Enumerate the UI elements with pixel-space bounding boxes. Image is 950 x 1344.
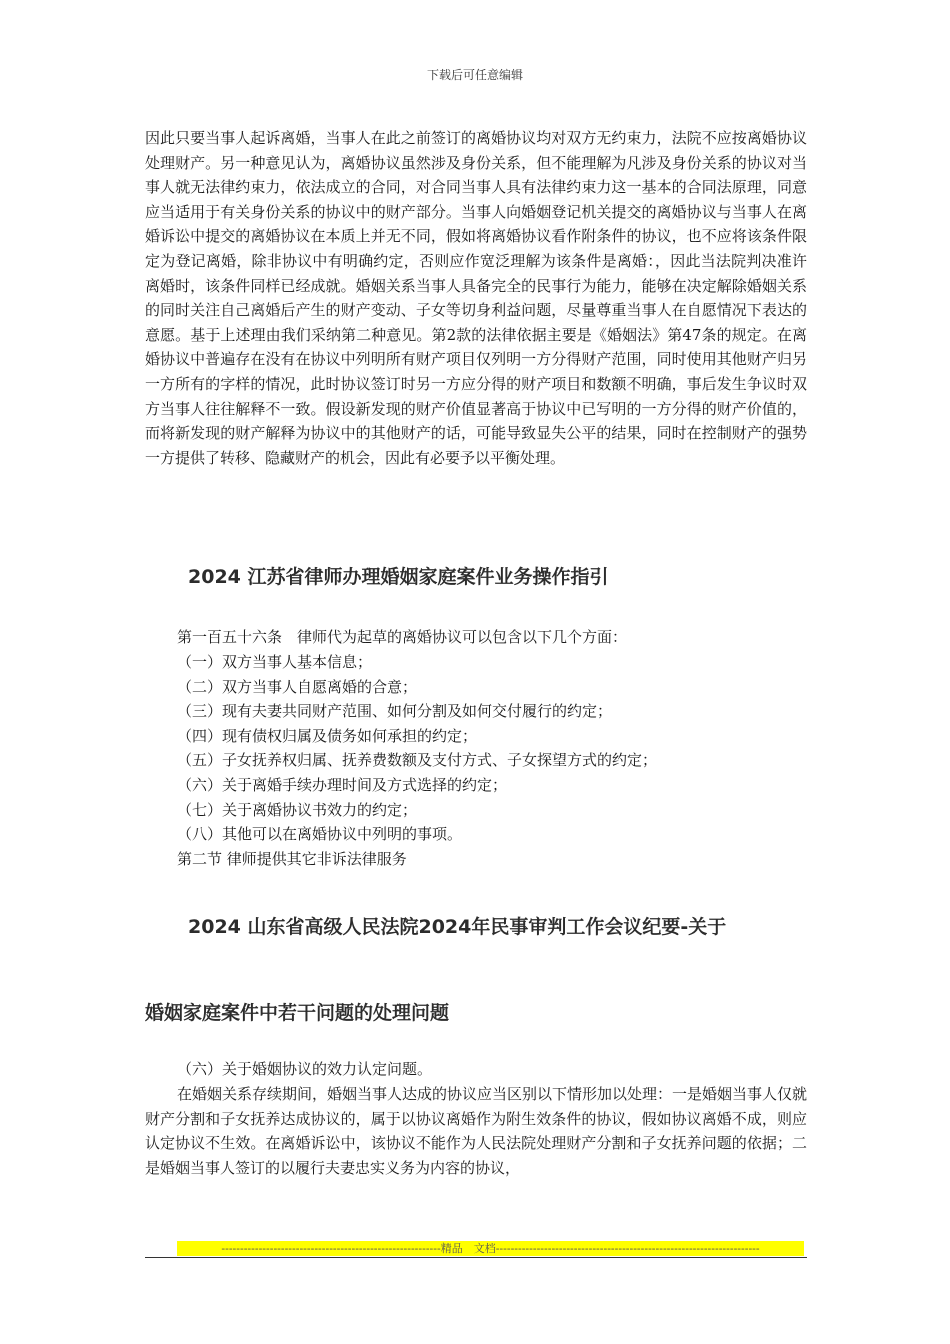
- footer-banner: -----------------------------------------------------------精品 文档-----------------------------------------------------------------------: [177, 1241, 804, 1256]
- list-item: （二）双方当事人自愿离婚的合意；: [177, 677, 418, 696]
- section-subheading: 第二节 律师提供其它非诉法律服务: [177, 850, 407, 868]
- clause-list: [177, 650, 807, 847]
- list-item: （四）现有债权归属及债务如何承担的约定；: [177, 726, 478, 745]
- paragraph-body-1: 因此只要当事人起诉离婚，当事人在此之前签订的离婚协议均对双方无约束力，法院不应按离婚协议处理财产。另一种意见认为，离婚协议虽然涉及身份关系，但不能理解为凡涉及身份关系的协议对当事人就无法律约束力，依法成立的合同，对合同当事人具有法律约束力这一基本的合同法原理，同意应当适用于有关身份关系的协议中的财产部分。当事人向婚姻登记机关提交的离婚协议与当事人在离婚诉讼中提交的离婚协议在本质上并无不同，假如将离婚协议看作附条件的协议，也不应将该条件限定为登记离婚，除非协议中有明确约定，否则应作宽泛理解为该条件是离婚：，因此当法院判决准许离婚时，该条件同样已经成就。婚姻关系当事人具备完全的民事行为能力，能够在决定解除婚姻关系的同时关注自己离婚后产生的财产变动、子女等切身利益问题，尽量尊重当事人在自愿情况下表达的意愿。基于上述理由我们采纳第二种意见。第2款的法律依据主要是《婚姻法》第47条的规定。在离婚协议中普遍存在没有在协议中列明所有财产项目仅列明一方分得财产范围，同时使用其他财产归另一方所有的字样的情况，此时协议签订时另一方应分得的财产项目和数额不明确，事后发生争议时双方当事人往往解释不一致。假设新发现的财产价值显著高于协议中已写明的一方分得的财产价值的，而将新发现的财产解释为协议中的其他财产的话，可能导致显失公平的结果，同时在控制财产的强势一方提供了转移、隐藏财产的机会，因此有必要予以平衡处理。: [145, 129, 807, 467]
- list-item: （一）双方当事人基本信息；: [177, 653, 373, 671]
- section-heading-jiangsu: 2024 江苏省律师办理婚姻家庭案件业务操作指引: [188, 566, 609, 588]
- list-item: （六）关于离婚手续办理时间及方式选择的约定；: [177, 775, 508, 794]
- item-title: （六）关于婚姻协议的效力认定问题。: [177, 1060, 433, 1078]
- page-header: 下载后可任意编辑: [426, 68, 523, 82]
- list-item: （八）其他可以在离婚协议中列明的事项。: [177, 825, 463, 844]
- list-item: （三）现有夫妻共同财产范围、如何分割及如何交付履行的约定；: [177, 702, 613, 721]
- list-item: （五）子女抚养权归属、抚养费数额及支付方式、子女探望方式的约定；: [177, 751, 658, 770]
- article-intro: 第一百五十六条 律师代为起草的离婚协议可以包含以下几个方面：: [177, 628, 628, 646]
- section-heading-shandong-line1: 2024 山东省高级人民法院2024年民事审判工作会议纪要-关于: [188, 916, 727, 938]
- paragraph-body-2: 在婚姻关系存续期间，婚姻当事人达成的协议应当区别以下情形加以处理：一是婚姻当事人仅就财产分割和子女抚养达成协议的，属于以协议离婚作为附生效条件的协议，假如协议离婚不成，则应认定协议不生效。在离婚诉讼中，该协议不能作为人民法院处理财产分割和子女抚养问题的依据；二是婚姻当事人签订的以履行夫妻忠实义务为内容的协议，: [145, 1085, 808, 1177]
- list-item: （七）关于离婚协议书效力的约定；: [177, 800, 418, 819]
- section-heading-shandong-line2: 婚姻家庭案件中若干问题的处理问题: [145, 1002, 450, 1024]
- footer-divider: [145, 1257, 807, 1258]
